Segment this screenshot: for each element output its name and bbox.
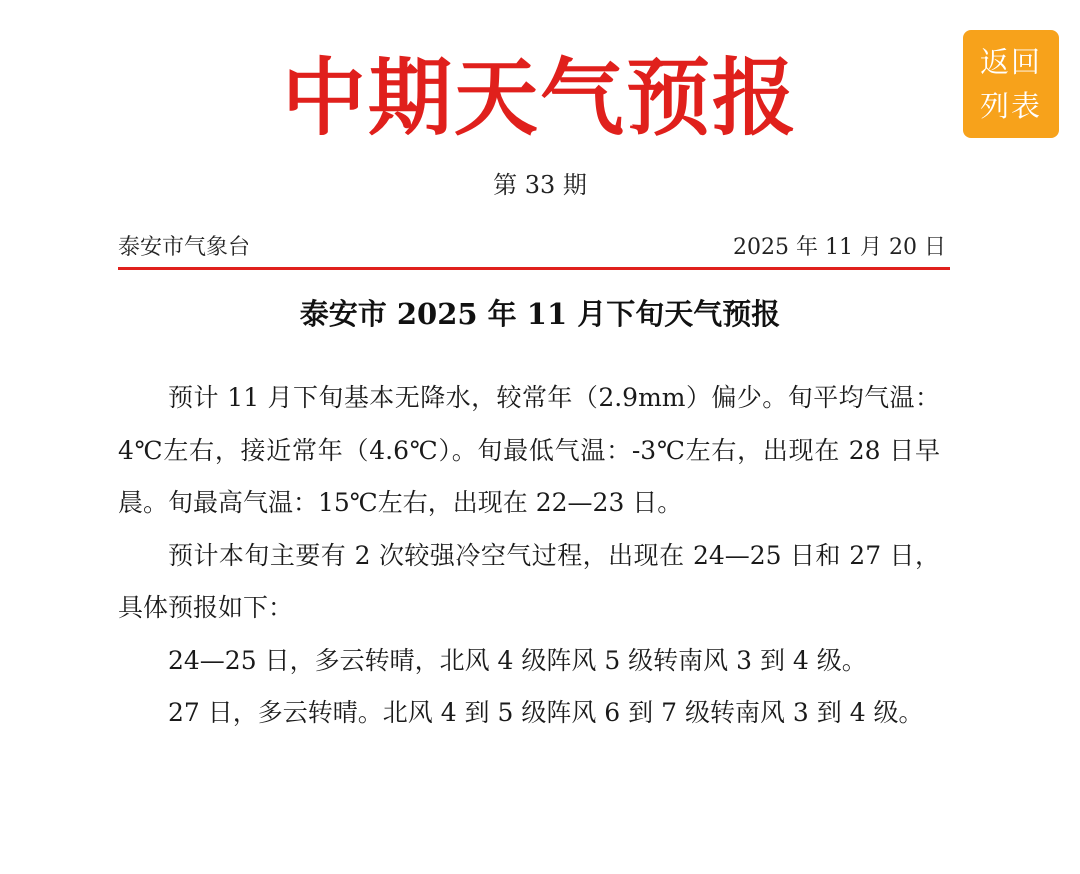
paragraph-cold-air-overview: 预计本旬主要有 2 次较强冷空气过程，出现在 24—25 日和 27 日，具体预报如下： bbox=[118, 540, 940, 622]
issue-number: 第 33 期 bbox=[493, 171, 587, 199]
document-body bbox=[118, 372, 940, 740]
issue-date: 2025 年 11 月 20 日 bbox=[733, 235, 946, 260]
paragraph-precipitation-temperature: 预计 11 月下旬基本无降水，较常年（2.9mm）偏少。旬平均气温：4℃左右，接近常年（4.6℃）。旬最低气温：-3℃左右，出现在 28 日早晨。旬最高气温：15℃左右，出现在 22—23 日。 bbox=[118, 383, 940, 517]
document-title: 泰安市 2025 年 11 月下旬天气预报 bbox=[299, 297, 781, 331]
back-to-list-button[interactable] bbox=[963, 30, 1059, 138]
header-divider bbox=[118, 267, 950, 270]
back-to-list-label: 返回列表 bbox=[979, 45, 1042, 123]
paragraph-forecast-24-25: 24—25 日，多云转晴，北风 4 级阵风 5 级转南风 3 到 4 级。 bbox=[168, 645, 867, 675]
issuer-name: 泰安市气象台 bbox=[118, 235, 251, 260]
paragraph-forecast-27: 27 日，多云转晴。北风 4 到 5 级阵风 6 到 7 级转南风 3 到 4 级。 bbox=[168, 698, 924, 727]
masthead-title: 中期天气预报 bbox=[281, 48, 798, 147]
